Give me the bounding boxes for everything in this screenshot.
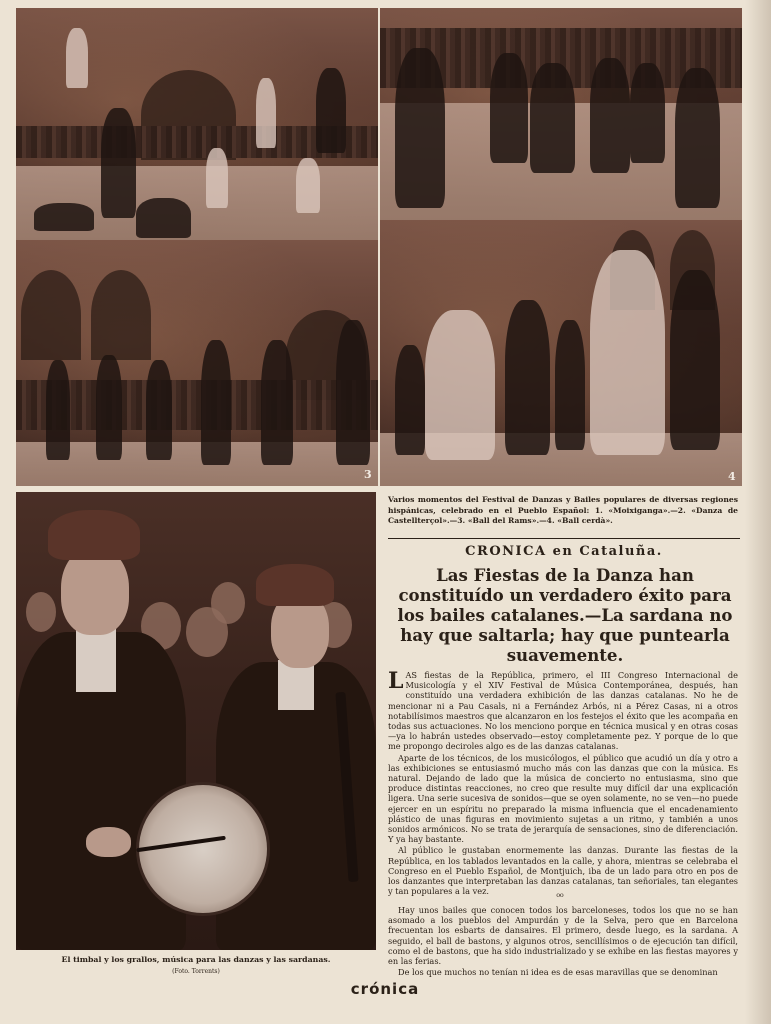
dancer-figure bbox=[206, 148, 228, 208]
ground bbox=[16, 442, 378, 486]
dancer-figure bbox=[261, 340, 293, 465]
photo-caption-top: Varios momentos del Festival de Danzas y Bailes populares de diversas regiones hispánicas, celebrado en el Pueblo Español: 1. «Moixiganga».—2. «Danza de Castellterçol».—3. «Ball del Rams».—4. «Ball cerdà». bbox=[388, 495, 738, 525]
dancer-figure bbox=[296, 158, 320, 213]
photo-number-3: 3 bbox=[364, 468, 372, 481]
drummer-face bbox=[61, 547, 129, 635]
dancer-figure bbox=[316, 68, 346, 153]
article-body bbox=[388, 670, 738, 897]
dancer-figure bbox=[670, 270, 720, 450]
dancer-figure bbox=[590, 250, 665, 455]
crowd-band bbox=[16, 380, 378, 430]
dancer-figure bbox=[96, 355, 122, 460]
paragraph: De los que muchos no tenían ni idea es de esas maravillas que se denominan bbox=[398, 967, 718, 978]
photo-castellterçol bbox=[380, 8, 742, 220]
dancer-figure bbox=[256, 78, 276, 148]
dancer-figure bbox=[490, 53, 528, 163]
photo-ball-del-rams bbox=[16, 240, 378, 486]
clarinetist-barretina-hat bbox=[256, 564, 334, 606]
page-edge-shadow bbox=[745, 0, 771, 1024]
dancer-figure bbox=[395, 48, 445, 208]
dancer-figure bbox=[201, 340, 231, 465]
paragraph: LAS fiestas de la República, primero, el III Congreso Internacional de Musicología y el XIV Festival de Música Contemporánea, después, han constituído una verdadera exhibición de las danzas catalanas. No he de mencionar ni a Pau Casals, ni a Fernández Arbós, ni a Pérez Casas, ni a otros notabilísimos maestros que alcanzaron en los festejos el éxito que les acompaña en todas sus actuaciones. No los menciono porque en técnica musical y en otras cosas—ya lo habrán ustedes observado—estoy completamente pez. Y porque de lo que me propongo deciroles algo es de las danzas catalanas. bbox=[388, 668, 738, 752]
dancer-figure bbox=[336, 320, 370, 465]
dancer-figure bbox=[146, 360, 172, 460]
divider bbox=[388, 538, 740, 539]
dancer-figure bbox=[505, 300, 550, 455]
paragraph: Al público le gustaban enormemente las danzas. Durante las fiestas de la República, en los tablados levantados en la calle, y ahora, mientras se celebraba el Congreso en el Pueblo Español, de Montjuich, iba de un lado para otro en pos de los danzantes que interpretaban las danzas catalanas, tan señoriales, tan elegantes y tan populares a la vez. bbox=[388, 845, 738, 897]
background-face bbox=[211, 582, 245, 624]
masthead-logo: crónica bbox=[350, 980, 420, 998]
article-body-continued bbox=[388, 905, 738, 978]
drummer-barretina-hat bbox=[48, 510, 140, 560]
headline: Las Fiestas de la Danza han constituído un verdadero éxito para los bailes catalanes.—La sardana no hay que saltarla; hay que puntearla suavemente. bbox=[397, 565, 733, 665]
photo-musicians bbox=[16, 492, 376, 950]
dancer-figure bbox=[66, 28, 88, 88]
dancer-figure bbox=[101, 108, 136, 218]
dropcap: L bbox=[388, 668, 404, 694]
background-face bbox=[26, 592, 56, 632]
section-label-text: CRONICA en Cataluña. bbox=[465, 544, 663, 559]
dancer-figure bbox=[590, 58, 630, 173]
dancer-figure bbox=[530, 63, 575, 173]
photo-caption-bottom: El timbal y los grallos, música para las danzas y las sardanas. bbox=[61, 955, 331, 964]
dancer-figure bbox=[425, 310, 495, 460]
section-label bbox=[388, 538, 740, 559]
drummer-hand bbox=[86, 827, 131, 857]
photo-ball-cerda bbox=[380, 220, 742, 486]
dancer-figure bbox=[555, 320, 585, 450]
dancer-figure bbox=[630, 63, 665, 163]
photo-number-4: 4 bbox=[728, 470, 736, 483]
dancer-figure bbox=[46, 360, 70, 460]
dancer-figure bbox=[395, 345, 425, 455]
photo-credit: (Foto. Torrents) bbox=[172, 968, 220, 975]
arch-shape bbox=[91, 270, 151, 360]
arch-shape bbox=[21, 270, 81, 360]
paragraph: Aparte de los técnicos, de los musicólogos, el público que acudió un día y otro a las exhibiciones se entusiasmó mucho más con las danzas que con la música. Es natural. Dejando de lado que la música de concierto no entusiasma, sino que produce distintas reacciones, no creo que resulte muy difícil dar una explicación ligera. Una serie sucesiva de sonidos—que se oyen solamente, no se ven—no puede ejercer en un espíritu no preparado la misma influencia que el encadenamiento plástico de unas figuras en movimiento sujetas a un ritmo, y también a unos sonidos armónicos. No se trata de jerarquía de sensaciones, sino de diferenciación. Y ya hay bastante. bbox=[388, 752, 738, 845]
dancer-figure bbox=[34, 203, 94, 231]
dancer-figure bbox=[675, 68, 720, 208]
dancer-figure bbox=[136, 198, 191, 238]
paragraph: Hay unos bailes que conocen todos los barceloneses, todos los que no se han asomado a los pueblos del Ampurdán y de la Selva, pero que en Barcelona frecuentan los esbarts de dansaires. El primero, desde luego, es la sardana. A seguido, el ball de bastons, y algunos otros, sencillísimos o de ejecución tan difícil, como el de bastons, que ha sido industrializado y se exhibe en las fiestas mayores y en las ferias. bbox=[388, 905, 738, 967]
section-ornament: ⁰⁰ bbox=[556, 893, 564, 903]
photo-moixiganga bbox=[16, 8, 378, 240]
